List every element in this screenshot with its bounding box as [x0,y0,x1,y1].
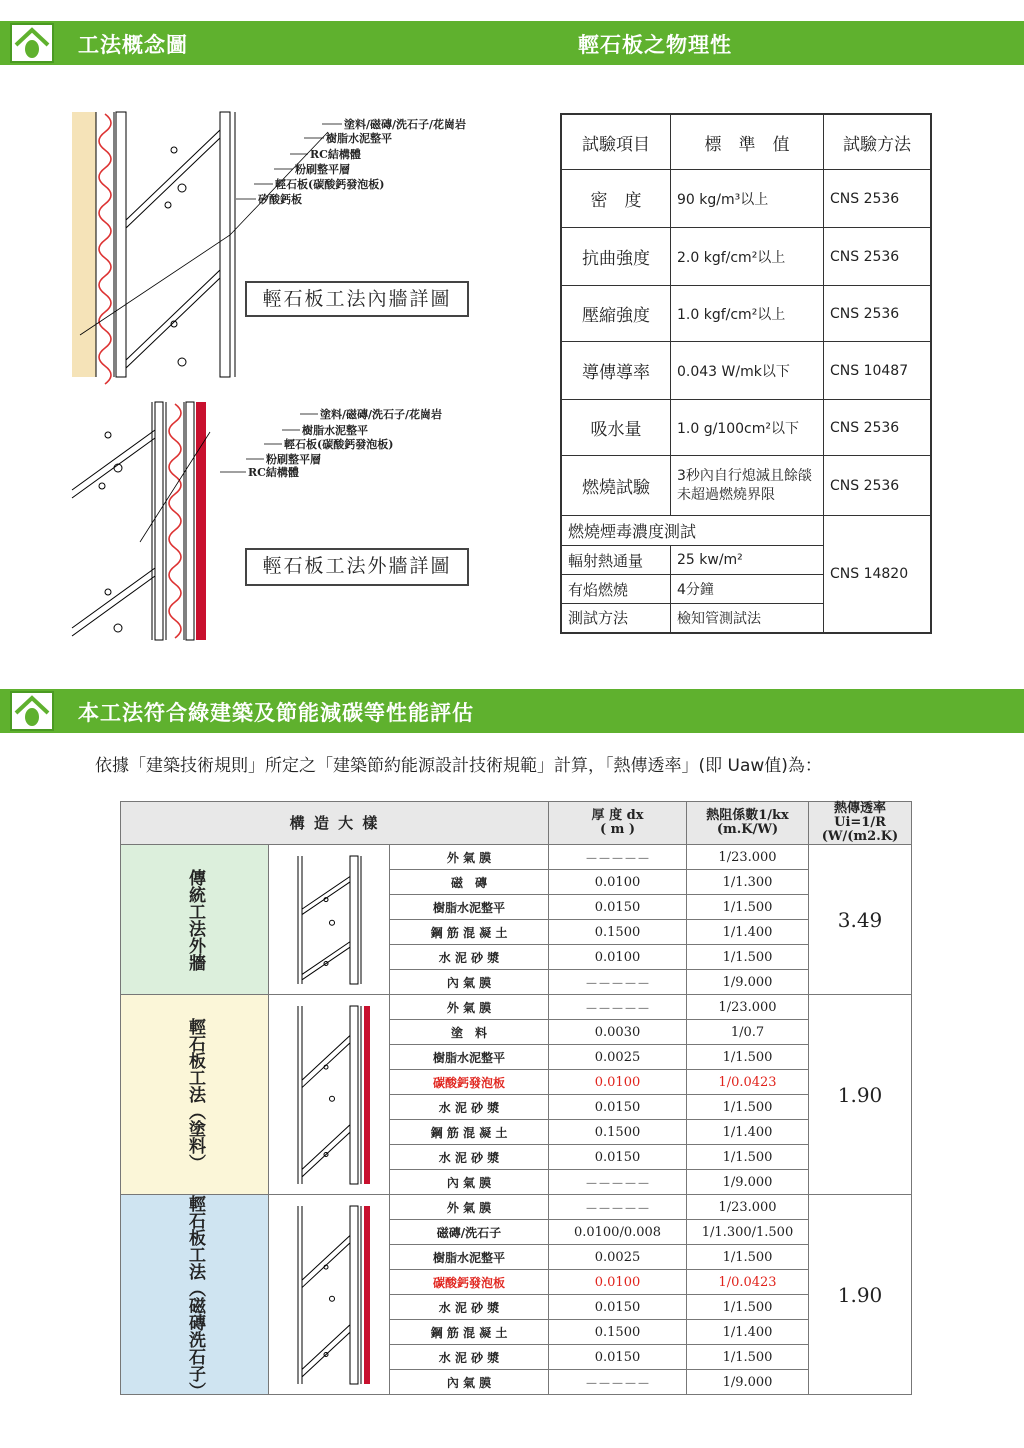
header-bar-1 [0,21,1024,65]
outer-label-5: RC結構體 [248,466,299,479]
smoke-value: 25 kw/m² [671,546,824,575]
prop-item: 壓縮強度 [561,286,671,342]
layer-resistance: 1/1.300/1.500 [687,1220,809,1245]
layer-name: 水 泥 砂 漿 [390,1295,549,1320]
prop-value: 90 kg/m³以上 [671,170,824,228]
prop-method: CNS 2536 [824,170,932,228]
layer-name: 碳酸鈣發泡板 [390,1070,549,1095]
section-title-physical: 輕石板之物理性 [578,32,732,57]
house-icon [10,23,54,63]
layer-thickness: 0.1500 [549,1120,687,1145]
layer-thickness: 0.1500 [549,1320,687,1345]
layer-name: 鋼 筋 混 凝 土 [390,1320,549,1345]
layer-resistance: 1/9.000 [687,1170,809,1195]
layer-thickness: －－－－－ [549,1170,687,1195]
layer-thickness: 0.0150 [549,1095,687,1120]
layer-thickness: －－－－－ [549,1195,687,1220]
group-name-text: 輕石板工法（塗料） [185,1018,205,1171]
layer-name: 水 泥 砂 漿 [390,945,549,970]
header-structure: 構 造 大 樣 [121,802,549,845]
layer-name: 碳酸鈣發泡板 [390,1270,549,1295]
layer-resistance: 1/1.300 [687,870,809,895]
inner-wall-caption: 輕石板工法內牆詳圖 [245,281,469,317]
intro-text: 依據「建築技術規則」所定之「建築節約能源設計技術規範」計算，「熱傳透率」(即 Uaw值)為： [95,756,822,776]
layer-thickness: 0.0025 [549,1045,687,1070]
outer-label-3: 輕石板(碳酸鈣發泡板) [284,438,394,451]
layer-thickness: 0.0100/0.008 [549,1220,687,1245]
section-title-evaluation: 本工法符合綠建築及節能減碳等性能評估 [78,700,474,725]
layer-name: 塗 料 [390,1020,549,1045]
layer-name: 磁 磚 [390,870,549,895]
layer-name: 樹脂水泥整平 [390,1045,549,1070]
layer-name: 水 泥 砂 漿 [390,1095,549,1120]
layer-resistance: 1/1.500 [687,1295,809,1320]
group-name-text: 傳統工法外牆 [185,868,205,971]
prop-method: CNS 2536 [824,456,932,516]
outer-leader-lines [200,412,320,482]
prop-value: 1.0 g/100cm²以下 [671,400,824,456]
layer-thickness: 0.0150 [549,1295,687,1320]
layer-resistance: 1/1.500 [687,1345,809,1370]
layer-thickness: 0.0100 [549,1070,687,1095]
prop-item: 抗曲強度 [561,228,671,286]
eval-row [121,845,912,870]
layer-name: 內 氣 膜 [390,1170,549,1195]
prop-method: CNS 2536 [824,400,932,456]
outer-label-1: 塗料/磁磚/洗石子/花崗岩 [320,408,443,421]
layer-name: 內 氣 膜 [390,1370,549,1395]
layer-thickness: －－－－－ [549,970,687,995]
smoke-item: 輻射熱通量 [561,546,671,575]
physical-properties-table [560,113,932,634]
smoke-test-title: 燃燒煙毒濃度測試 [561,516,824,546]
group-name [121,1195,269,1399]
smoke-item: 測試方法 [561,604,671,633]
layer-resistance: 1/1.500 [687,1145,809,1170]
outer-label-2: 樹脂水泥整平 [302,424,368,437]
group-diagram [269,995,390,1195]
layer-thickness: 0.0150 [549,1345,687,1370]
group-name [121,845,269,995]
group-name-text: 輕石板工法（磁磚洗石子） [185,1195,205,1399]
layer-thickness: －－－－－ [549,1370,687,1395]
outer-label-4: 粉刷整平層 [266,453,321,466]
inner-leader-lines [232,122,342,212]
layer-resistance: 1/1.500 [687,1045,809,1070]
header-transmittance: 熱傳透率 Ui=1/R (W/(m2.K) [809,802,912,845]
layer-resistance: 1/1.500 [687,1095,809,1120]
section-title-concept: 工法概念圖 [78,32,188,57]
prop-method: CNS 2536 [824,286,932,342]
layer-thickness: 0.1500 [549,920,687,945]
eval-row [121,995,912,1020]
u-value: 1.90 [809,995,912,1195]
layer-resistance: 1/1.400 [687,1120,809,1145]
smoke-item: 有焰燃燒 [561,575,671,604]
wall-section-sketch [284,1002,374,1188]
prop-item: 導傳導率 [561,342,671,400]
layer-name: 水 泥 砂 漿 [390,1145,549,1170]
layer-resistance: 1/0.0423 [687,1070,809,1095]
house-icon [10,691,54,731]
layer-thickness: 0.0150 [549,1145,687,1170]
layer-resistance: 1/23.000 [687,1195,809,1220]
layer-resistance: 1/0.0423 [687,1270,809,1295]
prop-value: 2.0 kgf/cm²以上 [671,228,824,286]
layer-resistance: 1/0.7 [687,1020,809,1045]
prop-item: 密 度 [561,170,671,228]
layer-name: 外 氣 膜 [390,845,549,870]
layer-resistance: 1/1.400 [687,1320,809,1345]
header-bar-2 [0,689,1024,733]
layer-name: 水 泥 砂 漿 [390,1345,549,1370]
u-value: 3.49 [809,845,912,995]
thermal-evaluation-table [120,801,912,1399]
header-thickness: 厚 度 dx ( m ) [549,802,687,845]
layer-resistance: 1/1.500 [687,1245,809,1270]
layer-resistance: 1/1.500 [687,945,809,970]
inner-label-3: RC結構體 [310,148,361,161]
layer-name: 鋼 筋 混 凝 土 [390,1120,549,1145]
layer-name: 內 氣 膜 [390,970,549,995]
prop-method: CNS 10487 [824,342,932,400]
inner-label-6: 矽酸鈣板 [258,193,302,206]
prop-value: 0.043 W/mk以下 [671,342,824,400]
prop-item: 燃燒試驗 [561,456,671,516]
layer-thickness: 0.0100 [549,870,687,895]
layer-name: 外 氣 膜 [390,1195,549,1220]
layer-name: 鋼 筋 混 凝 土 [390,920,549,945]
layer-thickness: －－－－－ [549,995,687,1020]
col-header-item: 試驗項目 [561,114,671,170]
inner-label-4: 粉刷整平層 [295,163,350,176]
inner-label-5: 輕石板(碳酸鈣發泡板) [275,178,385,191]
layer-name: 樹脂水泥整平 [390,895,549,920]
prop-value: 3秒內自行熄滅且餘燄未超過燃燒界限 [671,456,824,516]
eval-row [121,1195,912,1220]
layer-resistance: 1/1.500 [687,895,809,920]
wall-section-sketch [284,852,374,988]
group-name [121,995,269,1195]
inner-label-2: 樹脂水泥整平 [326,132,392,145]
layer-thickness: 0.0150 [549,895,687,920]
u-value: 1.90 [809,1195,912,1395]
smoke-value: 檢知管測試法 [671,604,824,633]
layer-name: 樹脂水泥整平 [390,1245,549,1270]
group-diagram [269,1195,390,1395]
layer-name: 磁磚/洗石子 [390,1220,549,1245]
layer-thickness: 0.0030 [549,1020,687,1045]
group-diagram [269,845,390,995]
smoke-test-method: CNS 14820 [824,516,932,633]
smoke-value: 4分鐘 [671,575,824,604]
outer-wall-diagram [70,400,215,642]
layer-resistance: 1/1.400 [687,920,809,945]
layer-resistance: 1/9.000 [687,970,809,995]
prop-method: CNS 2536 [824,228,932,286]
layer-resistance: 1/23.000 [687,845,809,870]
col-header-value: 標 準 值 [671,114,824,170]
outer-wall-caption: 輕石板工法外牆詳圖 [245,548,469,586]
header-resistance: 熱阻係數1/kx (m.K/W) [687,802,809,845]
layer-resistance: 1/9.000 [687,1370,809,1395]
inner-label-1: 塗料/磁磚/洗石子/花崗岩 [344,118,467,131]
layer-thickness: －－－－－ [549,845,687,870]
layer-name: 外 氣 膜 [390,995,549,1020]
layer-thickness: 0.0100 [549,945,687,970]
prop-item: 吸水量 [561,400,671,456]
layer-resistance: 1/23.000 [687,995,809,1020]
col-header-method: 試驗方法 [824,114,932,170]
prop-value: 1.0 kgf/cm²以上 [671,286,824,342]
layer-thickness: 0.0100 [549,1270,687,1295]
layer-thickness: 0.0025 [549,1245,687,1270]
wall-section-sketch [284,1202,374,1388]
